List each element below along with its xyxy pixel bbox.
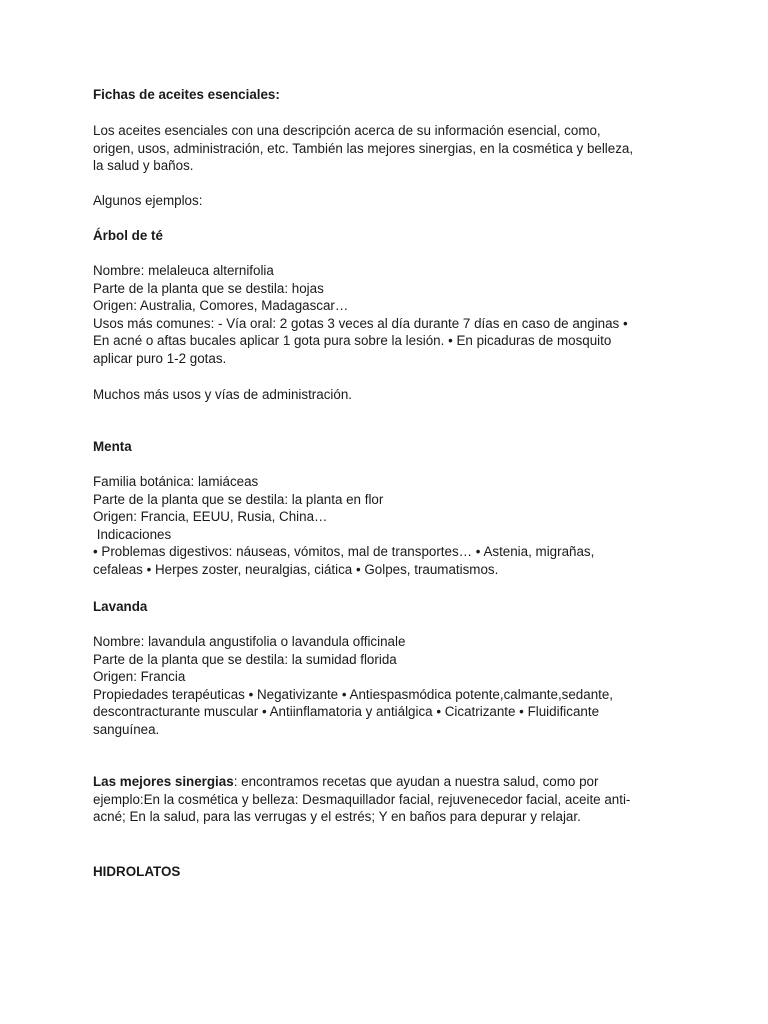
detail-line: Indicaciones bbox=[93, 526, 172, 542]
sinergias-text: : encontramos recetas que ayudan a nuestra salud, como por bbox=[233, 774, 599, 789]
intro-line: origen, usos, administración, etc. También las mejores sinergias, en la cosmética y belleza, bbox=[93, 140, 634, 156]
section-heading-arbol-de-te: Árbol de té bbox=[93, 228, 163, 243]
sinergias-line: ejemplo:En la cosmética y belleza: Desmaquillador facial, rejuvenecedor facial, aceite anti- bbox=[93, 791, 631, 807]
sinergias-line: acné; En la salud, para las verrugas y el estrés; Y en baños para depurar y relajar. bbox=[93, 809, 581, 825]
detail-line: Familia botánica: lamiáceas bbox=[93, 474, 259, 489]
intro-line: Los aceites esenciales con una descripción acerca de su información esencial, como, bbox=[93, 123, 601, 138]
detail-line: Origen: Francia bbox=[93, 669, 186, 685]
menta-details bbox=[93, 473, 693, 579]
detail-line: Parte de la planta que se destila: la sumidad florida bbox=[93, 651, 397, 667]
detail-line: Nombre: melaleuca alternifolia bbox=[93, 263, 274, 278]
lavanda-details bbox=[93, 633, 693, 739]
detail-line: Propiedades terapéuticas • Negativizante • Antiespasmódica potente,calmante,sedante, bbox=[93, 686, 614, 702]
detail-line: Parte de la planta que se destila: hojas bbox=[93, 280, 324, 296]
sinergias-label: Las mejores sinergias bbox=[93, 774, 234, 789]
sinergias-paragraph bbox=[93, 773, 693, 826]
section-heading-hidrolatos: HIDROLATOS bbox=[93, 864, 181, 879]
detail-line: • Problemas digestivos: náuseas, vómitos, mal de transportes… • Astenia, migrañas, bbox=[93, 544, 595, 560]
arbol-de-te-more: Muchos más usos y vías de administración. bbox=[93, 387, 352, 402]
section-heading-menta: Menta bbox=[93, 439, 132, 454]
detail-line: Parte de la planta que se destila: la planta en flor bbox=[93, 491, 384, 507]
intro-line: la salud y baños. bbox=[93, 158, 194, 174]
detail-line: En acné o aftas bucales aplicar 1 gota pura sobre la lesión. • En picaduras de mosquito bbox=[93, 333, 612, 349]
detail-line: Origen: Australia, Comores, Madagascar… bbox=[93, 298, 349, 314]
detail-line: sanguínea. bbox=[93, 721, 160, 737]
detail-line: Usos más comunes: - Vía oral: 2 gotas 3 veces al día durante 7 días en caso de anginas • bbox=[93, 315, 628, 331]
section-heading-lavanda: Lavanda bbox=[93, 599, 148, 614]
detail-line: Origen: Francia, EEUU, Rusia, China… bbox=[93, 509, 328, 525]
detail-line: descontracturante muscular • Antiinflamatoria y antiálgica • Cicatrizante • Fluidificante bbox=[93, 704, 600, 720]
detail-line: Nombre: lavandula angustifolia o lavandula officinale bbox=[93, 634, 406, 649]
detail-line: cefaleas • Herpes zoster, neuralgias, ciática • Golpes, traumatismos. bbox=[93, 561, 499, 577]
document-title: Fichas de aceites esenciales: bbox=[93, 87, 280, 102]
intro-paragraph bbox=[93, 122, 693, 175]
sinergias-first-line bbox=[93, 773, 693, 791]
detail-line: aplicar puro 1-2 gotas. bbox=[93, 350, 227, 366]
examples-label: Algunos ejemplos: bbox=[93, 193, 203, 208]
arbol-de-te-details bbox=[93, 262, 693, 368]
